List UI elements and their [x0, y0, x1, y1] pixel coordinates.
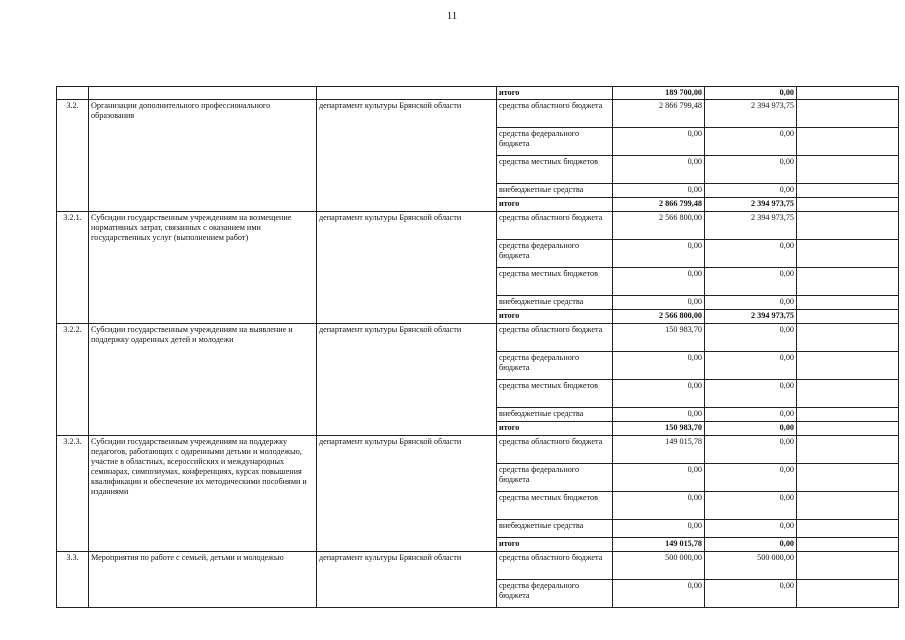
page-number: 11: [446, 10, 458, 22]
empty-cell: [797, 422, 899, 436]
value-2023-cell: 500 000,00: [613, 552, 705, 580]
value-2023-cell: 149 015,78: [613, 538, 705, 552]
section-title: Субсидии государственным учреждениям на выявление и поддержку одаренных детей и молодежи: [89, 324, 317, 436]
section-department: департамент культуры Брянской области: [317, 324, 497, 436]
value-2023-cell: 2 566 800,00: [613, 212, 705, 240]
num-cell: [57, 87, 89, 100]
value-2024-cell: 0,00: [705, 268, 797, 296]
value-2023-cell: 2 866 799,48: [613, 198, 705, 212]
value-2023-cell: 0,00: [613, 380, 705, 408]
empty-cell: [797, 408, 899, 422]
funding-row: [57, 436, 899, 464]
value-2023-cell: 150 983,70: [613, 422, 705, 436]
source-cell: итого: [497, 87, 613, 100]
empty-cell: [797, 240, 899, 268]
value-2024-cell: 2 394 973,75: [705, 198, 797, 212]
value-2024-cell: 0,00: [705, 422, 797, 436]
value-2024-cell: 0,00: [705, 408, 797, 422]
value-2024-cell: 0,00: [705, 156, 797, 184]
funding-source-cell: средства областного бюджета: [497, 212, 613, 240]
value-2024-cell: 0,00: [705, 520, 797, 538]
value-2024-cell: 0,00: [705, 380, 797, 408]
empty-cell: [797, 520, 899, 538]
value-2023-cell: 0,00: [613, 464, 705, 492]
section-title: Организации дополнительного профессионального образования: [89, 100, 317, 212]
section-department: департамент культуры Брянской области: [317, 552, 497, 608]
empty-cell: [797, 352, 899, 380]
value-2023-cell: 150 983,70: [613, 324, 705, 352]
funding-source-cell: внебюджетные средства: [497, 520, 613, 538]
empty-cell: [797, 184, 899, 198]
empty-cell: [797, 310, 899, 324]
value-2024-cell: 0,00: [705, 352, 797, 380]
value-2024-cell: 0,00: [705, 436, 797, 464]
section-number: 3.2.: [57, 100, 89, 212]
value-2024-cell: 2 394 973,75: [705, 212, 797, 240]
value-2024-cell: 0,00: [705, 464, 797, 492]
value-2024-cell: 0,00: [705, 580, 797, 608]
funding-source-cell: итого: [497, 198, 613, 212]
funding-source-cell: средства федерального бюджета: [497, 128, 613, 156]
funding-source-cell: внебюджетные средства: [497, 184, 613, 198]
section-title: Субсидии государственным учреждениям на возмещение нормативных затрат, связанных с оказанием ими государственных услуг (выполнением работ): [89, 212, 317, 324]
value-2023-cell: 0,00: [613, 492, 705, 520]
value-2023-cell: 0,00: [613, 184, 705, 198]
empty-cell: [797, 128, 899, 156]
funding-source-cell: средства федерального бюджета: [497, 464, 613, 492]
value-2023-cell: 0,00: [613, 156, 705, 184]
value-2023-cell: 0,00: [613, 268, 705, 296]
empty-cell: [797, 87, 899, 100]
department-cell: [317, 87, 497, 100]
funding-source-cell: средства федерального бюджета: [497, 352, 613, 380]
value-2023-cell: 2 566 800,00: [613, 310, 705, 324]
funding-source-cell: итого: [497, 538, 613, 552]
value-2023-cell: 0,00: [613, 296, 705, 310]
empty-cell: [797, 212, 899, 240]
section-department: департамент культуры Брянской области: [317, 100, 497, 212]
funding-source-cell: итого: [497, 310, 613, 324]
empty-cell: [797, 552, 899, 580]
value-2024-cell: 2 394 973,75: [705, 310, 797, 324]
value-2024-cell: 0,00: [705, 492, 797, 520]
empty-cell: [797, 580, 899, 608]
funding-source-cell: средства областного бюджета: [497, 552, 613, 580]
section-title: Субсидии государственным учреждениям на поддержку педагогов, работающих с одаренными детьми и молодежью, участие в областных, всероссийских и международных семинарах, симпозиумах, конференциях, курсах повышения квалификации и обеспечение их методическими пособиями и изданиями: [89, 436, 317, 552]
value-2023-cell: 149 015,78: [613, 436, 705, 464]
empty-cell: [797, 156, 899, 184]
value-2023-cell: 0,00: [613, 520, 705, 538]
funding-source-cell: средства местных бюджетов: [497, 380, 613, 408]
empty-cell: [797, 492, 899, 520]
value-2024-cell: 0,00: [705, 87, 797, 100]
empty-cell: [797, 296, 899, 310]
empty-cell: [797, 268, 899, 296]
funding-source-cell: средства федерального бюджета: [497, 240, 613, 268]
section-number: 3.3.: [57, 552, 89, 608]
funding-row: [57, 552, 899, 580]
section-title: Мероприятия по работе с семьей, детьми и молодежью: [89, 552, 317, 608]
value-2023-cell: 0,00: [613, 580, 705, 608]
funding-row: [57, 212, 899, 240]
funding-source-cell: средства областного бюджета: [497, 100, 613, 128]
funding-source-cell: средства местных бюджетов: [497, 492, 613, 520]
empty-cell: [797, 100, 899, 128]
value-2024-cell: 0,00: [705, 296, 797, 310]
section-number: 3.2.1.: [57, 212, 89, 324]
top-total-row: [57, 87, 899, 100]
value-2024-cell: 0,00: [705, 324, 797, 352]
funding-source-cell: средства областного бюджета: [497, 436, 613, 464]
funding-source-cell: средства федерального бюджета: [497, 580, 613, 608]
empty-cell: [797, 436, 899, 464]
section-department: департамент культуры Брянской области: [317, 212, 497, 324]
empty-cell: [797, 324, 899, 352]
value-2024-cell: 0,00: [705, 128, 797, 156]
funding-source-cell: внебюджетные средства: [497, 296, 613, 310]
value-2024-cell: 0,00: [705, 184, 797, 198]
funding-row: [57, 100, 899, 128]
funding-source-cell: средства местных бюджетов: [497, 156, 613, 184]
value-2023-cell: 189 700,00: [613, 87, 705, 100]
value-2024-cell: 0,00: [705, 538, 797, 552]
value-2023-cell: 0,00: [613, 128, 705, 156]
value-2024-cell: 500 000,00: [705, 552, 797, 580]
section-number: 3.2.2.: [57, 324, 89, 436]
section-department: департамент культуры Брянской области: [317, 436, 497, 552]
funding-source-cell: внебюджетные средства: [497, 408, 613, 422]
empty-cell: [797, 538, 899, 552]
value-2023-cell: 0,00: [613, 408, 705, 422]
budget-table: [56, 86, 899, 608]
value-2024-cell: 2 394 973,75: [705, 100, 797, 128]
value-2023-cell: 2 866 799,48: [613, 100, 705, 128]
funding-row: [57, 324, 899, 352]
title-cell: [89, 87, 317, 100]
empty-cell: [797, 198, 899, 212]
empty-cell: [797, 380, 899, 408]
funding-source-cell: средства местных бюджетов: [497, 268, 613, 296]
value-2024-cell: 0,00: [705, 240, 797, 268]
funding-source-cell: средства областного бюджета: [497, 324, 613, 352]
value-2023-cell: 0,00: [613, 352, 705, 380]
value-2023-cell: 0,00: [613, 240, 705, 268]
funding-source-cell: итого: [497, 422, 613, 436]
section-number: 3.2.3.: [57, 436, 89, 552]
empty-cell: [797, 464, 899, 492]
